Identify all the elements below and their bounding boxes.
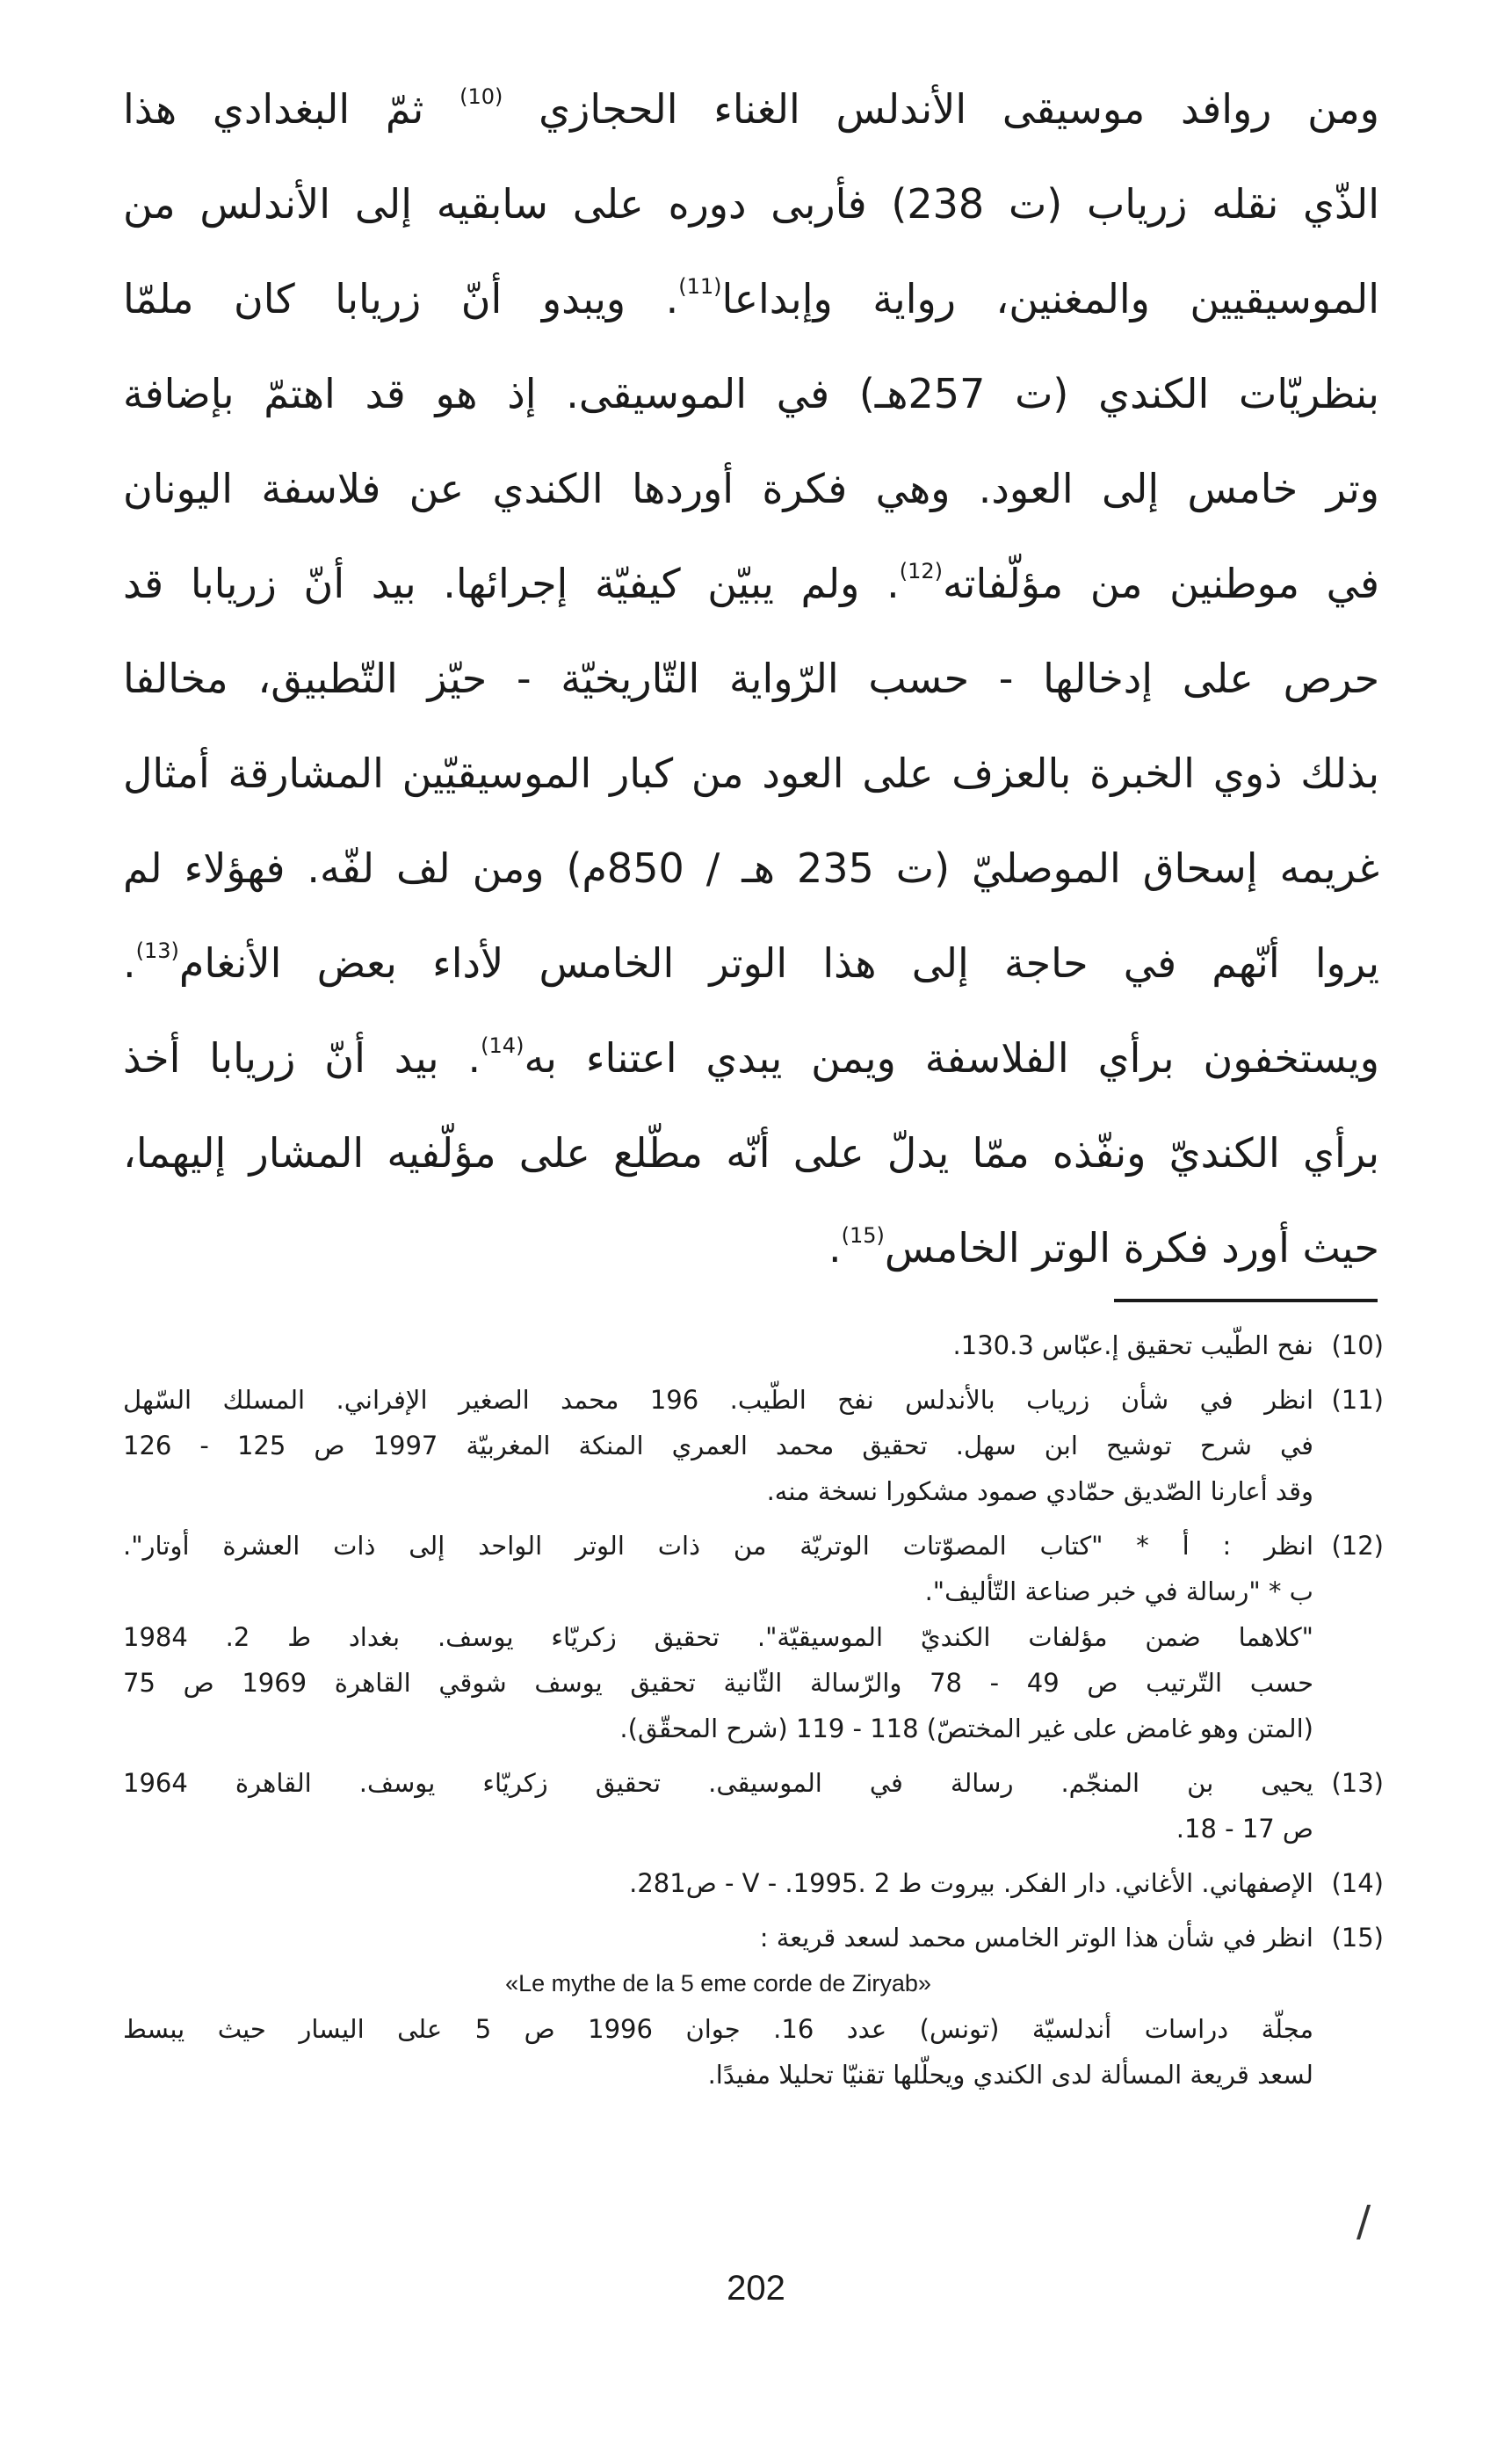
footnote-body <box>123 1322 1313 1368</box>
footnote-number: (15) <box>1331 1923 1384 1953</box>
footnote-line: الإصفهاني. الأغاني. دار الفكر. بيروت ط 2 .1995. - V - ص281. <box>629 1868 1313 1898</box>
body-line-2: الذّي نقله زرياب (ت 238) فأربى دوره على سابقيه إلى الأندلس من <box>123 180 1379 228</box>
footnote-number: (10) <box>1331 1330 1384 1360</box>
footnote-number: (13) <box>1331 1768 1384 1798</box>
body-line-10: يروا أنّهم في حاجة إلى هذا الوتر الخامس لأداء بعض الأنغام$^{(13)}$. <box>123 938 1379 987</box>
footnote-body <box>123 1523 1313 1751</box>
footnote-body <box>123 1760 1313 1851</box>
footnote-ref-13: (13) <box>135 938 179 963</box>
footnote-line: انظر في شأن هذا الوتر الخامس محمد لسعد قريعة : <box>759 1923 1313 1953</box>
footnote-body <box>123 1377 1313 1514</box>
body-line-1: ومن روافد موسيقى الأندلس الغناء الحجازي $^{(10)}$ ثمّ البغدادي هذا <box>123 84 1379 133</box>
footnote-line: يحيى بن المنجّم. رسالة في الموسيقى. تحقيق زكريّاء يوسف. القاهرة 1964 <box>123 1768 1313 1798</box>
footnote-ref-15: (15) <box>841 1223 885 1248</box>
body-line-11: ويستخفون برأي الفلاسفة ويمن يبدي اعتناء به$^{(14)}$. بيد أنّ زريابا أخذ <box>123 1033 1379 1082</box>
footnote-line: حسب التّرتيب ص 49 - 78 والرّسالة الثّانية تحقيق يوسف شوقي القاهرة 1969 ص 75 <box>123 1668 1313 1698</box>
body-line-9: غريمه إسحاق الموصليّ (ت 235 هـ / 850م) ومن لف لفّه. فهؤلاء لم <box>123 844 1379 892</box>
footnote-14 <box>123 1860 1384 1906</box>
footnote-line: ص 17 - 18. <box>1176 1814 1313 1844</box>
body-line-6: في موطنين من مؤلّفاته$^{(12)}$. ولم يبيّن كيفيّة إجرائها. بيد أنّ زريابا قد <box>123 559 1379 607</box>
footnote-ref-10: (10) <box>459 84 503 109</box>
footnote-body <box>123 1915 1313 2098</box>
body-line-3: الموسيقيين والمغنين، رواية وإبداعا$^{(11)}$. ويبدو أنّ زريابا كان ملمّا <box>123 274 1379 322</box>
body-line-7: حرص على إدخالها - حسب الرّواية التّاريخيّة - حيّز التّطبيق، مخالفا <box>123 655 1379 702</box>
footnote-number: (14) <box>1331 1868 1384 1898</box>
body-line-5: وتر خامس إلى العود. وهي فكرة أوردها الكندي عن فلاسفة اليونان <box>123 465 1379 512</box>
footnote-number: (11) <box>1331 1385 1384 1415</box>
stray-pen-mark: / <box>1356 2197 1371 2246</box>
body-line-4: بنظريّات الكندي (ت 257هـ) في الموسيقى. إذ هو قد اهتمّ بإضافة <box>123 370 1379 417</box>
footnote-12 <box>123 1523 1384 1751</box>
body-line-13: حيث أورد فكرة الوتر الخامس$^{(15)}$. <box>828 1223 1379 1272</box>
footnote-line: انظر في شأن زرياب بالأندلس نفح الطّيب. 196 محمد الصغير الإفراني. المسلك السّهل <box>123 1385 1313 1415</box>
footnote-line: وقد أعارنا الصّديق حمّادي صمود مشكورا نسخة منه. <box>766 1476 1313 1506</box>
footnote-separator-rule <box>1114 1299 1378 1302</box>
page-number: 202 <box>727 2269 785 2308</box>
footnote-line: نفح الطّيب تحقيق إ.عبّاس 130.3. <box>952 1330 1313 1360</box>
main-paragraph <box>123 62 1379 1295</box>
footnote-number: (12) <box>1331 1531 1384 1561</box>
footnote-13 <box>123 1760 1384 1851</box>
footnote-ref-11: (11) <box>678 274 722 299</box>
body-line-8: بذلك ذوي الخبرة بالعزف على العود من كبار الموسيقيّين المشارقة أمثال <box>123 750 1379 797</box>
footnote-line: مجلّة دراسات أندلسيّة (تونس) عدد 16. جوان 1996 ص 5 على اليسار حيث يبسط <box>123 2014 1313 2044</box>
footnote-body <box>123 1860 1313 1906</box>
footnote-line: في شرح توشيح ابن سهل. تحقيق محمد العمري المنكة المغربيّة 1997 ص 125 - 126 <box>123 1431 1313 1460</box>
footnote-line: ب * "رسالة في خبر صناعة التّأليف". <box>924 1576 1313 1606</box>
footnote-11 <box>123 1377 1384 1514</box>
footnote-line: انظر : أ * "كتاب المصوّتات الوتريّة من ذات الوتر الواحد إلى ذات العشرة أوتار". <box>123 1531 1313 1561</box>
footnote-15 <box>123 1915 1384 2098</box>
footnote-10 <box>123 1322 1384 1368</box>
footnote-line: "كلاهما ضمن مؤلفات الكنديّ الموسيقيّة". تحقيق زكريّاء يوسف. بغداد ط 2. 1984 <box>123 1622 1313 1652</box>
footnotes-section <box>123 1322 1384 2106</box>
footnote-line-latin-title: «Le mythe de la 5 eme corde de Ziryab» <box>505 1970 931 1996</box>
body-line-12: برأي الكنديّ ونفّذه ممّا يدلّ على أنّه مطّلع على مؤلّفيه المشار إليهما، <box>123 1129 1379 1177</box>
footnote-ref-12: (12) <box>899 559 943 583</box>
footnote-line: (المتن وهو غامض على غير المختصّ) 118 - 119 (شرح المحقّق). <box>619 1714 1313 1743</box>
footnote-line: لسعد قريعة المسألة لدى الكندي ويحلّلها تقنيّا تحليلا مفيدًا. <box>707 2060 1313 2090</box>
footnote-ref-14: (14) <box>481 1033 524 1058</box>
